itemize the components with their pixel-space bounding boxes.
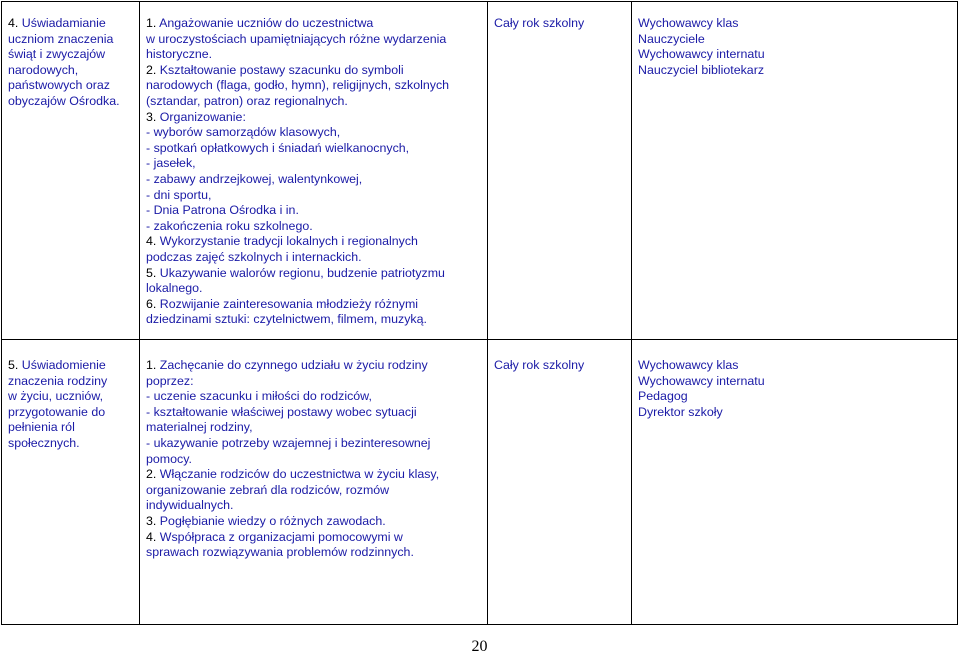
goal-line: świąt i zwyczajów — [8, 47, 106, 62]
task-line: poprzez: — [146, 373, 194, 388]
task-line: - uczenie szacunku i miłości do rodziców, — [146, 389, 372, 404]
task-line: - spotkań opłatkowych i śniadań wielkanocnych, — [146, 140, 410, 155]
goal-cell — [2, 2, 140, 340]
task-line: - jasełek, — [146, 156, 196, 171]
term-cell — [488, 2, 632, 340]
table-row — [2, 2, 958, 340]
task-line: 5. Ukazywanie walorów regionu, budzenie patriotyzmu — [146, 265, 445, 280]
responsible-line: Wychowawcy klas — [638, 358, 739, 372]
tasks-cell — [140, 2, 488, 340]
responsible-line: Wychowawcy internatu — [638, 47, 765, 62]
responsible-cell — [632, 340, 958, 625]
task-line: historyczne. — [146, 47, 213, 62]
responsible-line: Pedagog — [638, 389, 688, 404]
responsible-line: Dyrektor szkoły — [638, 404, 723, 419]
page-number: 20 — [471, 638, 488, 655]
task-line: lokalnego. — [146, 281, 203, 296]
goal-line: 4. Uświadamianie — [8, 16, 106, 30]
goal-line: przygotowanie do — [8, 404, 106, 419]
tasks-cell — [140, 340, 488, 625]
task-line: 6. Rozwijanie zainteresowania młodzieży różnymi — [146, 296, 419, 311]
task-line: 3. Organizowanie: — [146, 109, 246, 124]
task-line: organizowanie zebrań dla rodziców, rozmów — [146, 482, 390, 497]
goal-cell — [2, 340, 140, 625]
task-line: indywidualnych. — [146, 498, 234, 513]
task-line: dziedzinami sztuki: czytelnictwem, filmem, muzyką. — [146, 312, 427, 327]
term-text: Cały rok szkolny — [494, 16, 585, 30]
task-line: 1. Zachęcanie do czynnego udziału w życiu rodziny — [146, 358, 428, 372]
responsible-line: Nauczyciel bibliotekarz — [638, 62, 765, 77]
responsible-cell — [632, 2, 958, 340]
responsible-line: Wychowawcy internatu — [638, 373, 765, 388]
task-line: narodowych (flaga, godło, hymn), religijnych, szkolnych — [146, 78, 450, 93]
task-line: materialnej rodziny, — [146, 420, 253, 435]
task-line: sprawach rozwiązywania problemów rodzinnych. — [146, 545, 414, 560]
task-line: - wyborów samorządów klasowych, — [146, 125, 341, 140]
goal-line: 5. Uświadomienie — [8, 358, 106, 372]
task-line: (sztandar, patron) oraz regionalnych. — [146, 93, 348, 108]
task-line: 2. Włączanie rodziców do uczestnictwa w życiu klasy, — [146, 467, 440, 482]
task-line: 4. Wykorzystanie tradycji lokalnych i regionalnych — [146, 234, 418, 249]
task-line: - dni sportu, — [146, 187, 212, 202]
responsible-line: Nauczyciele — [638, 31, 705, 46]
task-line: - ukazywanie potrzeby wzajemnej i bezinteresownej — [146, 435, 431, 450]
task-line: pomocy. — [146, 451, 192, 466]
task-line: 4. Współpraca z organizacjami pomocowymi w — [146, 529, 403, 544]
goal-line: uczniom znaczenia — [8, 31, 114, 46]
goal-line: w życiu, uczniów, — [8, 389, 104, 404]
goal-line: pełnienia ról — [8, 420, 75, 435]
task-line: 2. Kształtowanie postawy szacunku do symboli — [146, 62, 404, 77]
task-line: - Dnia Patrona Ośrodka i in. — [146, 203, 299, 218]
row-number: 5. — [8, 358, 19, 372]
education-plan-table — [1, 1, 958, 625]
task-line: 3. Pogłębianie wiedzy o różnych zawodach. — [146, 513, 386, 528]
task-line: podczas zajęć szkolnych i internackich. — [146, 249, 362, 264]
goal-line: narodowych, — [8, 62, 79, 77]
row-number: 4. — [8, 16, 19, 30]
task-line: - zakończenia roku szkolnego. — [146, 218, 313, 233]
task-line: w uroczystościach upamiętniających różne wydarzenia — [146, 31, 447, 46]
term-text: Cały rok szkolny — [494, 358, 585, 372]
term-cell — [488, 340, 632, 625]
table-row — [2, 340, 958, 625]
task-line: 1. Angażowanie uczniów do uczestnictwa — [146, 16, 374, 30]
task-line: - zabawy andrzejkowej, walentynkowej, — [146, 171, 363, 186]
task-line: - kształtowanie właściwej postawy wobec sytuacji — [146, 404, 417, 419]
goal-line: obyczajów Ośrodka. — [8, 93, 120, 108]
goal-line: państwowych oraz — [8, 78, 110, 93]
goal-line: znaczenia rodziny — [8, 373, 108, 388]
goal-line: społecznych. — [8, 435, 80, 450]
responsible-line: Wychowawcy klas — [638, 16, 739, 30]
